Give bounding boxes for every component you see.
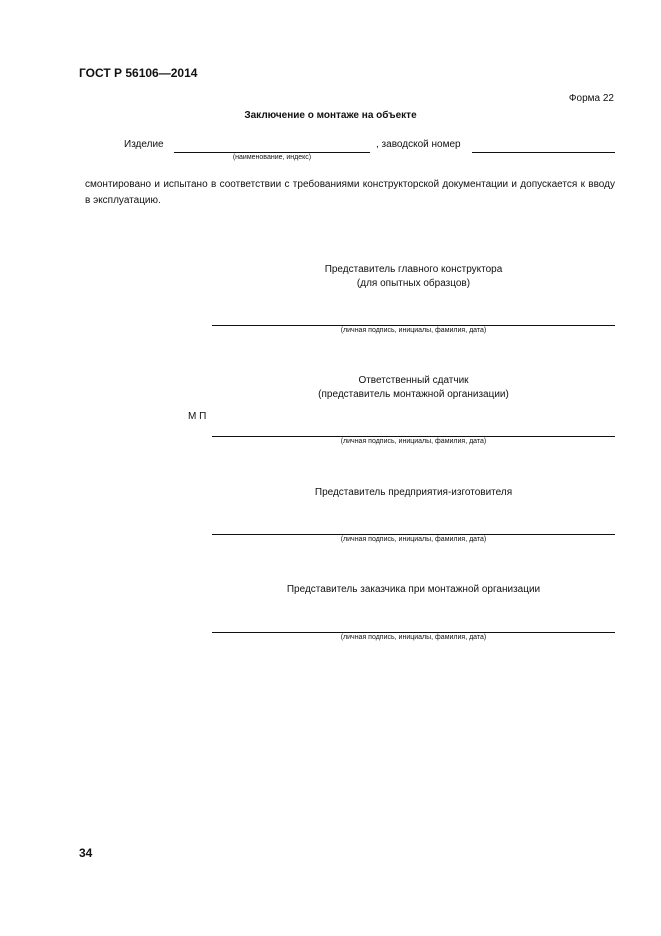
signature-line-chief-designer	[212, 325, 615, 326]
signature-line-responsible-deliverer	[212, 436, 615, 437]
signature-hint: (личная подпись, инициалы, фамилия, дата)	[340, 327, 487, 334]
signature-title-chief-designer	[212, 263, 615, 291]
product-label: Изделие	[124, 139, 164, 150]
signature-hint: (личная подпись, инициалы, фамилия, дата)	[340, 634, 487, 641]
page-number: 34	[79, 846, 93, 860]
document-title: Заключение о монтаже на объекте	[244, 110, 417, 121]
product-name-hint: (наименование, индекс)	[232, 154, 312, 161]
conclusion-text: смонтировано и испытано в соответствии с требованиями конструкторской документации и допускается к вводу в эксплуатацию.	[85, 179, 615, 206]
signature-line-customer	[212, 632, 615, 633]
signature-subtitle-line: (для опытных образцов)	[356, 278, 471, 289]
signature-title-line: Представитель заказчика при монтажной организации	[286, 584, 541, 595]
signature-title-manufacturer	[212, 486, 615, 500]
serial-number-label: , заводской номер	[376, 139, 461, 150]
signature-title-responsible-deliverer	[212, 374, 615, 402]
signature-title-line: Представитель главного конструктора	[324, 264, 503, 275]
form-number: Форма 22	[568, 93, 614, 104]
signature-subtitle-line: (представитель монтажной организации)	[318, 389, 509, 400]
signature-title-line: Представитель предприятия-изготовителя	[314, 487, 513, 498]
signature-title-line: Ответственный сдатчик	[358, 375, 469, 386]
product-name-field-line	[174, 152, 370, 153]
signature-title-customer	[212, 583, 615, 597]
signature-hint: (личная подпись, инициалы, фамилия, дата)	[340, 438, 487, 445]
serial-number-field-line	[472, 152, 615, 153]
signature-line-manufacturer	[212, 534, 615, 535]
signature-hint: (личная подпись, инициалы, фамилия, дата)	[340, 536, 487, 543]
stamp-placeholder: М П	[188, 411, 207, 422]
document-code: ГОСТ Р 56106—2014	[79, 66, 198, 80]
